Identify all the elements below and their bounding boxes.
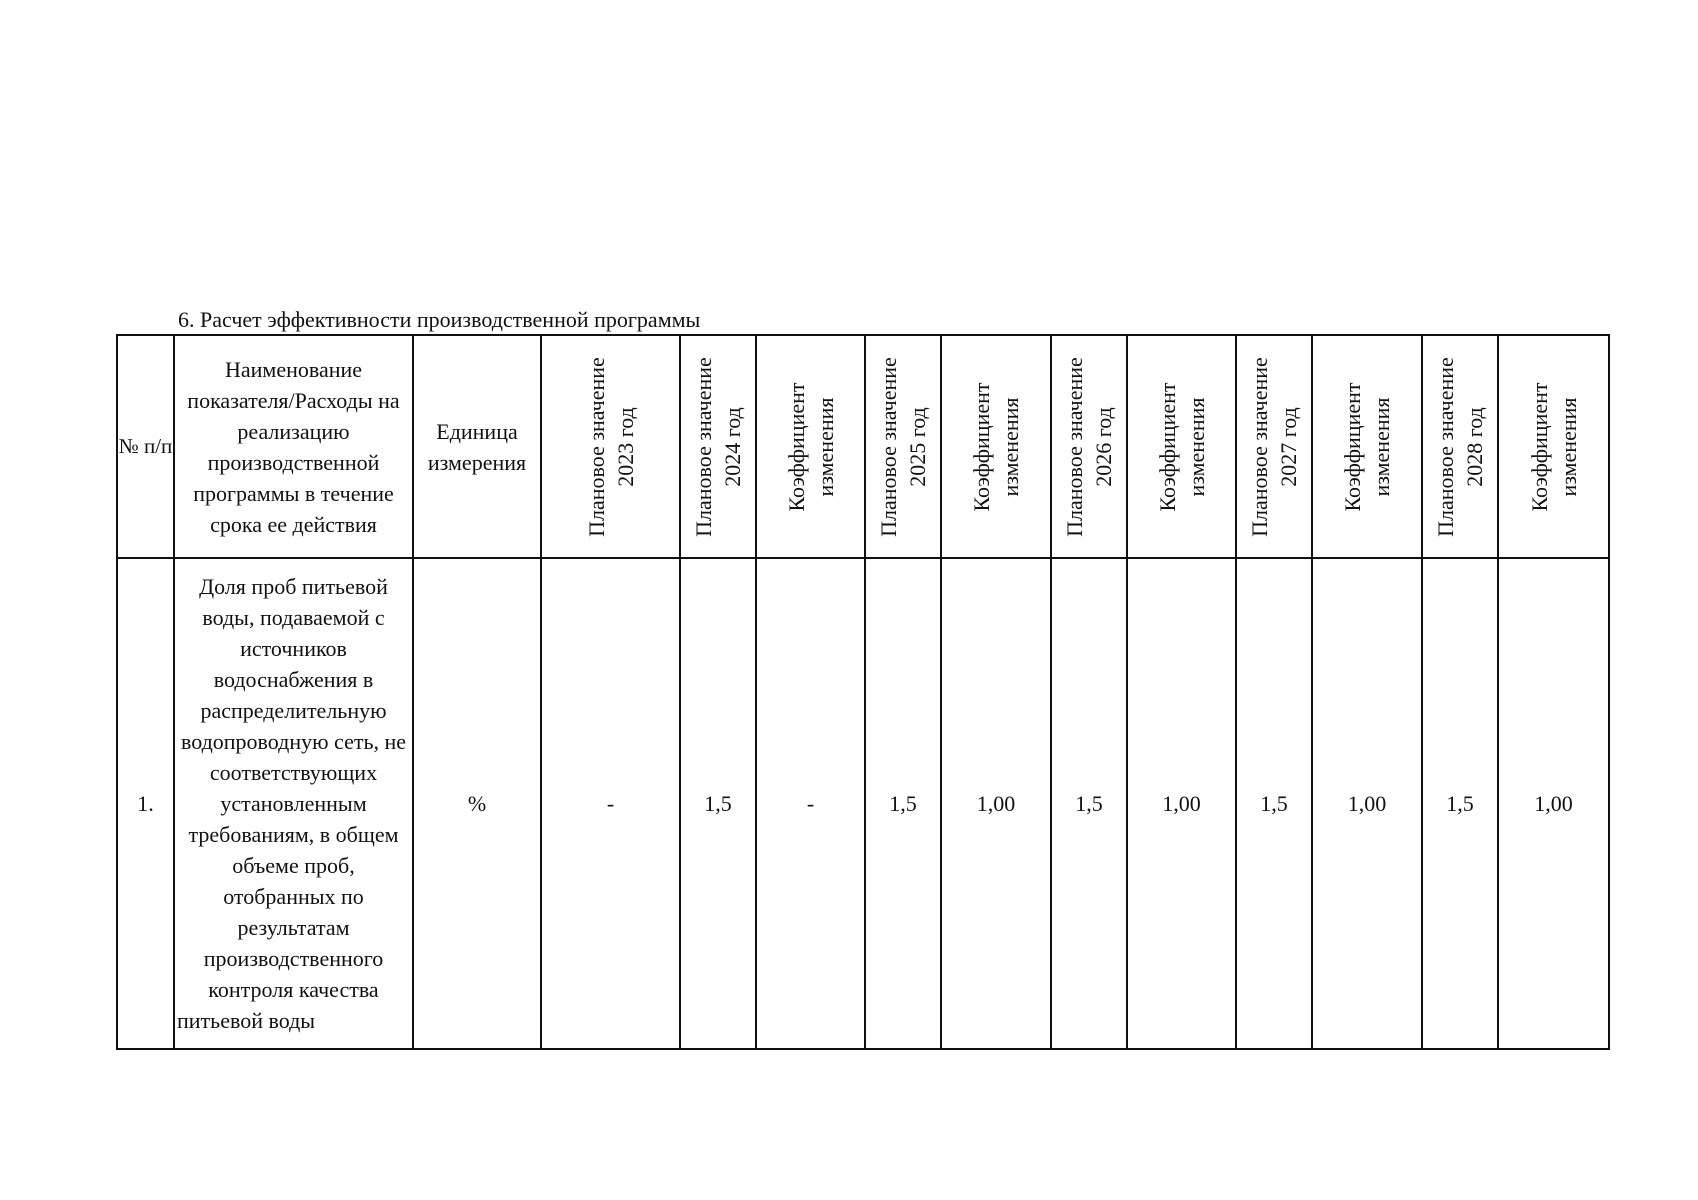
header-plan-2023: Плановое значение 2023 год bbox=[541, 335, 680, 558]
cell-plan-2025: 1,5 bbox=[865, 558, 941, 1049]
header-unit: Единица измерения bbox=[413, 335, 541, 558]
cell-coef-2025: 1,00 bbox=[941, 558, 1051, 1049]
header-coef-2028: Коэффициент изменения bbox=[1498, 335, 1609, 558]
cell-plan-2028: 1,5 bbox=[1422, 558, 1498, 1049]
header-plan-2025: Плановое значение 2025 год bbox=[865, 335, 941, 558]
efficiency-table bbox=[116, 334, 1610, 1050]
header-plan-2028: Плановое значение 2028 год bbox=[1422, 335, 1498, 558]
header-coef-2025: Коэффициент изменения bbox=[941, 335, 1051, 558]
row-num: 1. bbox=[117, 558, 174, 1049]
cell-plan-2027: 1,5 bbox=[1236, 558, 1312, 1049]
table-row bbox=[117, 558, 1609, 1049]
header-plan-2026: Плановое значение 2026 год bbox=[1051, 335, 1127, 558]
header-name: Наименование показателя/Расходы на реализацию производственной программы в течение срока ее действия bbox=[174, 335, 413, 558]
cell-plan-2026: 1,5 bbox=[1051, 558, 1127, 1049]
cell-coef-2026: 1,00 bbox=[1127, 558, 1236, 1049]
cell-coef-2028: 1,00 bbox=[1498, 558, 1609, 1049]
page-title: 6. Расчет эффективности производственной программы bbox=[178, 307, 701, 332]
row-indicator-name: Доля проб питьевой воды, подаваемой с источников водоснабжения в распределительную водопроводную сеть, не соответствующих установленным требованиям, в общем объеме проб, отобранных по результатам производственного контроля качества питьевой воды bbox=[174, 558, 413, 1049]
header-plan-2027: Плановое значение 2027 год bbox=[1236, 335, 1312, 558]
header-coef-2024: Коэффициент изменения bbox=[756, 335, 865, 558]
cell-coef-2027: 1,00 bbox=[1312, 558, 1422, 1049]
header-num: № п/п bbox=[117, 335, 174, 558]
row-unit: % bbox=[413, 558, 541, 1049]
table-header-row bbox=[117, 335, 1609, 558]
cell-plan-2023: - bbox=[541, 558, 680, 1049]
header-plan-2024: Плановое значение 2024 год bbox=[680, 335, 756, 558]
header-coef-2026: Коэффициент изменения bbox=[1127, 335, 1236, 558]
header-coef-2027: Коэффициент изменения bbox=[1312, 335, 1422, 558]
cell-coef-2024: - bbox=[756, 558, 865, 1049]
cell-plan-2024: 1,5 bbox=[680, 558, 756, 1049]
